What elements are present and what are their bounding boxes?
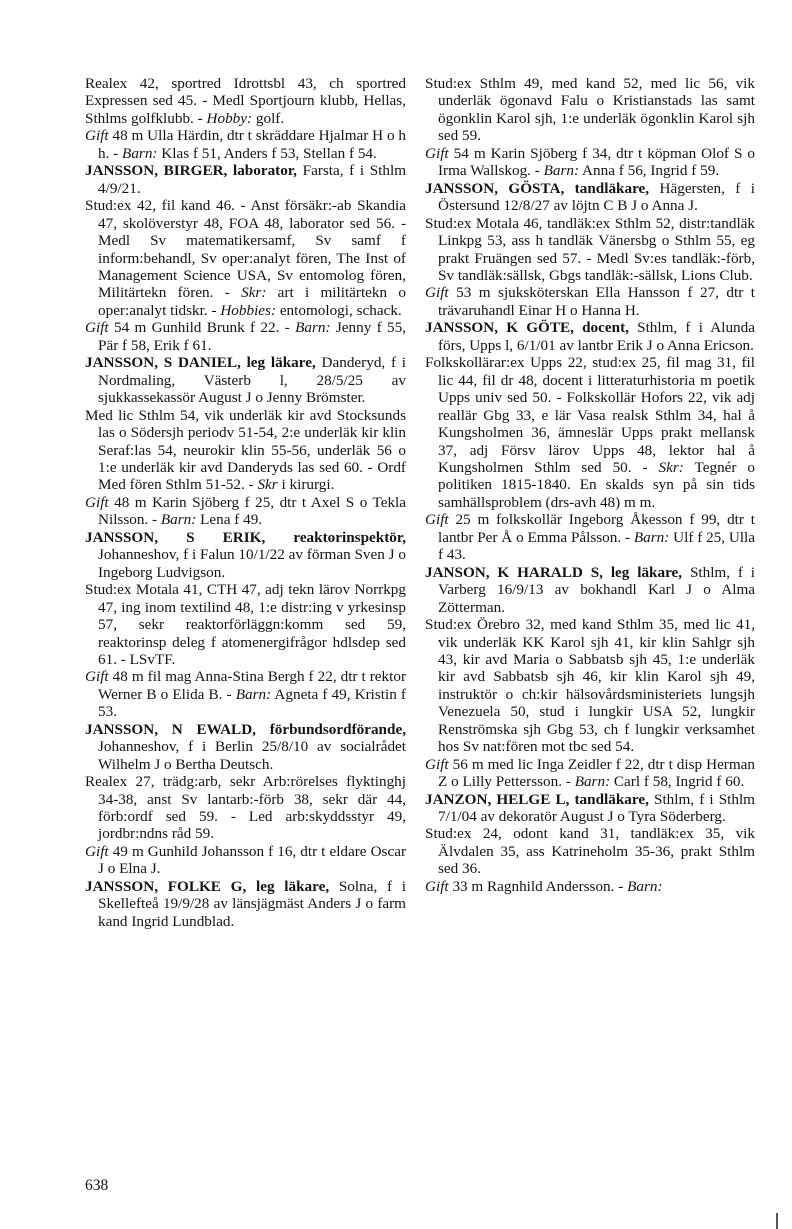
entry-heading: JANSSON, FOLKE G, leg läkare, [85,877,330,895]
marriage-paragraph: Gift 48 m Ulla Härdin, dtr t skräddare Hjalmar H o h h. - Barn: Klas f 51, Anders f 53, Stellan f 54. [85,127,407,162]
entry-jansson-folke-g: JANSSON, FOLKE G, leg läkare, Solna, f i Skellefteå 19/9/28 av länsjägmäst Anders J o farm kand Ingrid Lundblad. [85,877,406,930]
career-paragraph: Stud:ex Örebro 32, med kand Sthlm 35, med lic 41, vik underläk KK Karol sjh 41, kir klin Sahlgr sjh 43, kir avd Maria o Sabbatsb sjh 45, 1:e underläk kir avd Sabbatsb sjh 46, kir klin Karol sjh 49, instruktör o ch:kir hälsovårdsministeriets lungsjh Venezuela 50, stud i lungkir USA 52, lungkir Renströmska sjh Gbg 53, ch f lungkir verksamhet hos Sv nat:fören mot tbc sed 54. [425,616,755,756]
entry-heading: JANSSON, S DANIEL, leg läkare, [85,354,316,372]
entry-jansson-s-daniel: JANSSON, S DANIEL, leg läkare, Danderyd, f i Nordmaling, Västerb l, 28/5/25 av sjukkassekassör August J o Jenny Brömster. [85,354,407,407]
entry-jansson-birger: JANSSON, BIRGER, laborator, Farsta, f i Sthlm 4/9/21. [85,162,407,197]
career-paragraph: Stud:ex Sthlm 49, med kand 52, med lic 56, vik underläk ögonavd Falu o Kristianstads las samt ögonklin Karol sjh, 1:e underläk ögonklin Karol sjh sed 59. [425,75,755,145]
entry-jansson-gosta: JANSSON, GÖSTA, tandläkare, Hägersten, f i Östersund 12/8/27 av löjtn C B J o Anna J. [425,179,755,215]
entry-heading: JANSSON, BIRGER, laborator, [85,162,297,180]
entry-heading: JANSSON, N EWALD, förbundsordförande, [85,720,406,738]
marriage-paragraph: Gift 48 m fil mag Anna-Stina Bergh f 22, dtr t rektor Werner B o Elida B. - Barn: Agneta f 49, Kristin f 53. [85,668,407,721]
marriage-paragraph: Gift 53 m sjuksköterskan Ella Hansson f 27, dtr t trävaruhandl Einar H o Hanna H. [425,284,755,319]
entry-jansson-n-ewald: JANSSON, N EWALD, förbundsordförande, Johanneshov, f i Berlin 25/8/10 av socialrådet Wilhelm J o Bertha Deutsch. [85,720,406,773]
career-paragraph: Stud:ex Motala 41, CTH 47, adj tekn lärov Norrkpg 47, ing inom textilind 48, 1:e distr:ing v yrkesinsp 57, sekr reaktorförläggn:komm sed 59, reaktorinsp deleg f atomenergifrågor hdlsdep sed 61. - LSvTF. [85,581,406,668]
marriage-paragraph: Gift 54 m Gunhild Brunk f 22. - Barn: Jenny f 55, Pär f 58, Erik f 61. [85,319,407,354]
career-paragraph: Stud:ex 42, fil kand 46. - Anst försäkr:-ab Skandia 47, skolöverstyr 48, FOA 48, laborator sed 56. - Medl Sv matematikersamf, Sv samf f inform:behandl, Sv oper:analyt fören, The Inst of Management Science USA, Sv entomolog fören, Militärtekn fören. - Skr: art i militärtekn o oper:analyt tidskr. - Hobbies: entomologi, schack. [85,197,406,319]
marriage-paragraph: Gift 33 m Ragnhild Andersson. - Barn: [425,877,663,895]
page-number: 638 [85,1177,109,1194]
career-paragraph: Stud:ex Motala 46, tandläk:ex Sthlm 52, distr:tandläk Linkpg 53, ass h tandläk Vänersbg o Sthlm 55, eg prakt Fruängen sed 57. - Medl Sv:es tandläk:-förb, Sv tandläk:sällsk, Gbgs tandläk:-sällsk, Lions Club. [425,214,755,284]
right-column [425,75,755,895]
entry-heading: JANSSON, GÖSTA, tandläkare, [425,179,650,197]
career-paragraph: Realex 27, trädg:arb, sekr Arb:rörelses flyktinghj 34-38, anst Sv lantarb:-förb 38, sekr där 44, förb:ordf sed 59. - Led arb:skyddsstyr 49, jordbr:ndns råd 59. [85,773,406,843]
marriage-paragraph: Gift 49 m Gunhild Johansson f 16, dtr t eldare Oscar J o Elna J. [85,842,407,878]
marriage-paragraph: Gift 48 m Karin Sjöberg f 25, dtr t Axel S o Tekla Nilsson. - Barn: Lena f 49. [85,493,406,529]
scan-edge-mark [776,1213,778,1229]
entry-janson-k-harald: JANSON, K HARALD S, leg läkare, Sthlm, f i Varberg 16/9/13 av bokhandl Karl J o Alma Zötterman. [425,563,755,616]
entry-heading: JANSON, K HARALD S, leg läkare, [425,563,683,581]
entry-janzon-helge: JANZON, HELGE L, tandläkare, Sthlm, f i Sthlm 7/1/04 av dekoratör August J o Tyra Söderberg. [425,790,755,826]
entry-heading: JANZON, HELGE L, tandläkare, [425,790,649,808]
entry-jansson-k-gote: JANSSON, K GÖTE, docent, Sthlm, f i Alunda förs, Upps l, 6/1/01 av lantbr Erik J o Anna Ericson. [425,319,755,354]
entry-jansson-s-erik: JANSSON, S ERIK, reaktorinspektör, Johanneshov, f i Falun 10/1/22 av förman Sven J o Ingeborg Ludvigson. [85,528,406,581]
marriage-paragraph: Gift 56 m med lic Inga Zeidler f 22, dtr t disp Herman Z o Lilly Pettersson. - Barn: Carl f 58, Ingrid f 60. [425,755,756,791]
entry-heading: JANSSON, K GÖTE, docent, [425,319,629,337]
marriage-paragraph: Gift 25 m folkskollär Ingeborg Åkesson f 99, dtr t lantbr Per Å o Emma Pålsson. - Barn: Ulf f 25, Ulla f 43. [425,511,756,564]
entry-continuation: Realex 42, sportred Idrottsbl 43, ch sportred Expressen sed 45. - Medl Sportjourn klubb, Hellas, Sthlms golfklubb. - Hobby: golf. [85,75,406,127]
career-paragraph: Stud:ex 24, odont kand 31, tandläk:ex 35, vik Älvdalen 35, ass Katrineholm 35-36, prakt Sthlm sed 36. [425,825,755,878]
left-column [85,75,406,930]
marriage-paragraph: Gift 54 m Karin Sjöberg f 34, dtr t köpman Olof S o Irma Wallskog. - Barn: Anna f 56, Ingrid f 59. [425,144,756,180]
entry-heading: JANSSON, S ERIK, reaktorinspektör, [85,528,406,546]
career-paragraph: Folkskollärar:ex Upps 22, stud:ex 25, fil mag 31, fil lic 44, fil dr 48, docent i litteraturhistoria m poetik Upps univ sed 50. - Folkskollär Hofors 22, vik adj reallär Gbg 33, e lär Vasa realsk Sthlm 34, hal å Kungsholmen 36, ämneslär Upps prakt mellansk 37, adj Försv lärov Upps 48, lektor hal å Kungsholmen Sthlm sed 50. - Skr: Tegnér o politiken 1815-1840. En skalds syn på sin tids samhällsproblem (drs-avh 48) m m. [425,354,755,511]
career-paragraph: Med lic Sthlm 54, vik underläk kir avd Stocksunds las o Södersjh periodv 51-54, 2:e underläk kir klin Seraf:las 54, neurokir klin 55-56, underläk 56 o 1:e underläk kir avd Danderyds las sed 60. - Ordf Med fören Sthlm 51-52. - Skr i kirurgi. [85,406,406,494]
